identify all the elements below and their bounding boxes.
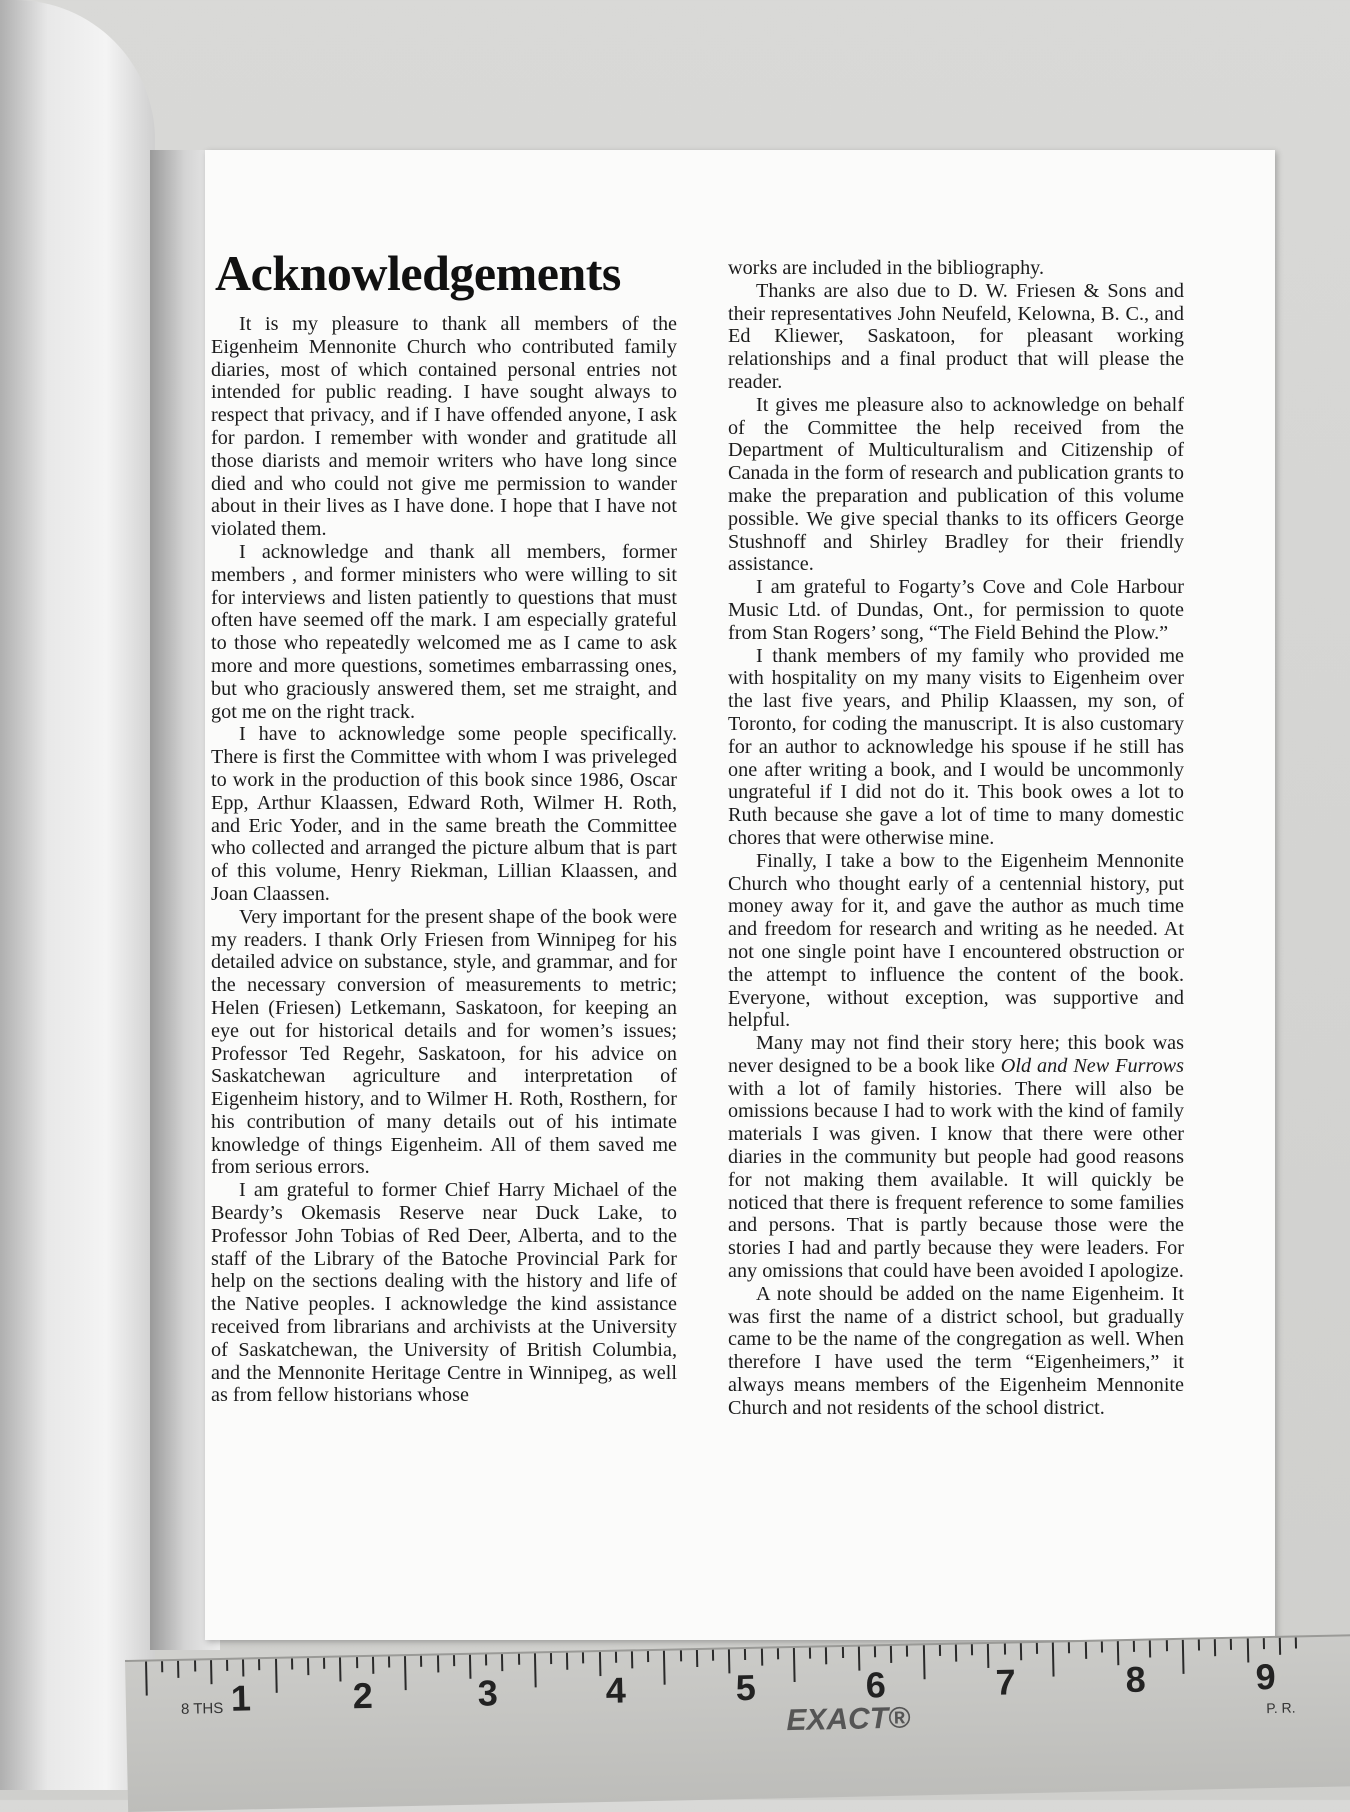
- ruler-tick: [485, 1654, 487, 1665]
- ruler-tick: [793, 1648, 796, 1682]
- paragraph: It gives me pleasure also to acknowledge on behalf of the Committee the help received from the Department of Multiculturalism and Citizenship of Canada in the form of research and publication grants to make the preparation and publication of this volume possible. We give special thanks to its officers George Stushnoff and Shirley Bradley for their friendly assistance.: [728, 393, 1184, 576]
- ruler-tick: [987, 1644, 990, 1668]
- paragraph: It is my pleasure to thank all members of the Eigenheim Mennonite Church who contributed family diaries, most of which contained personal entries not intended for public reading. I have sought always to respect that privacy, and if I have offended anyone, I ask for pardon. I remember with wonder and gratitude all those diarists and memoir writers who have long since died and who could not give me permission to wander about in their lives as I have done. I hope that I have not violated them.: [211, 313, 677, 541]
- paragraph: Finally, I take a bow to the Eigenheim Mennonite Church who thought early of a centennial history, put money away for it, and gave the author as much time and freedom for research and writing as he needed. At not one single point have I encountered obstruction or the attempt to influence the content of the book. Everyone, without exception, was supportive and helpful.: [728, 849, 1184, 1032]
- ruler-tick: [922, 1645, 925, 1679]
- ruler-tick: [518, 1654, 520, 1665]
- ruler-tick: [1263, 1638, 1265, 1649]
- ruler-number: 3: [477, 1672, 499, 1714]
- ruler-number: 8: [1125, 1658, 1147, 1701]
- ruler-tick: [453, 1655, 455, 1666]
- ruler-tick: [1198, 1639, 1200, 1650]
- ruler-tick: [210, 1660, 213, 1684]
- ruler-tick: [1214, 1639, 1216, 1656]
- ruler-tick: [388, 1656, 390, 1667]
- ruler-tick: [242, 1660, 244, 1677]
- ruler-tick: [890, 1646, 892, 1663]
- paragraph: A note should be added on the name Eigenheim. It was first the name of a district school, but gradually came to be the name of the congregation as well. When therefore I have used the term “Eigenheimers,” it always means members of the Eigenheim Mennonite Church and not residents of the school district.: [728, 1282, 1184, 1419]
- ruler-tick: [307, 1658, 309, 1675]
- ruler-tick: [906, 1646, 908, 1657]
- ruler-number: 1: [230, 1677, 252, 1719]
- ruler-tick: [1117, 1641, 1120, 1665]
- ruler-tick: [696, 1650, 698, 1667]
- ruler-tick: [404, 1656, 407, 1690]
- ruler-tick: [939, 1645, 941, 1656]
- text-run: with a lot of family histories. There will also be omissions because I had to work with the kind of family materials I was given. I know that there were other diaries in the community but people had good reasons for not making them available. It will quickly be noticed that there is frequent reference to some families and persons. That is partly because those were the stories I had and partly because they were leaders. For any omissions that could have been avoided I apologize.: [728, 1077, 1184, 1283]
- paragraph-with-italic: [728, 1032, 1184, 1283]
- ruler-number: 6: [865, 1664, 887, 1706]
- ruler-tick: [1020, 1643, 1022, 1660]
- measuring-ruler: [125, 1634, 1350, 1812]
- ruler-tick: [841, 1647, 843, 1658]
- ruler-tick: [437, 1655, 439, 1672]
- ruler-tick: [469, 1655, 472, 1679]
- ruler-tick: [809, 1648, 811, 1659]
- ruler-tick: [275, 1659, 278, 1693]
- ruler-tick: [1036, 1643, 1038, 1654]
- ruler-tick: [1068, 1642, 1070, 1653]
- ruler-tick: [420, 1656, 422, 1667]
- paragraph: Thanks are also due to D. W. Friesen & Sons and their representatives John Neufeld, Kelowna, B. C., and Ed Kliewer, Saskatoon, for pleasant working relationships and a final product that will please the reader.: [728, 279, 1184, 393]
- ruler-tick: [226, 1660, 228, 1671]
- ruler-tick: [501, 1654, 503, 1671]
- paragraph: I have to acknowledge some people specifically. There is first the Committee with whom I was priveleged to work in the production of this book since 1986, Oscar Epp, Arthur Klaassen, Edward Roth, Wilmer H. Roth, and Eric Yoder, and in the same breath the Committee who collected and arranged the picture album that is part of this volume, Henry Riekman, Lillian Klaassen, and Joan Claassen.: [211, 723, 677, 905]
- ruler-label-right: P. R.: [1266, 1699, 1296, 1717]
- ruler-tick: [1295, 1637, 1297, 1648]
- right-column: [728, 257, 1184, 1420]
- adjacent-page-curl: [0, 0, 155, 1790]
- ruler-tick: [1230, 1639, 1232, 1650]
- ruler-tick: [1003, 1644, 1005, 1655]
- paragraph: I am grateful to Fogarty’s Cove and Cole Harbour Music Ltd. of Dundas, Ont., for permission to quote from Stan Rogers’ song, “The Field Behind the Plow.”: [728, 576, 1184, 644]
- ruler-tick: [825, 1647, 827, 1664]
- ruler-tick: [615, 1652, 617, 1663]
- ruler-tick: [631, 1651, 633, 1668]
- paragraph: I thank members of my family who provided me with hospitality on my many visits to Eigenheim over the last five years, and Philip Klaassen, my son, of Toronto, for coding the manuscript. It is also customary for an author to acknowledge his spouse if he still has one after writing a book, and I would be uncommonly ungrateful if I did not do it. This book owes a lot to Ruth because she gave a lot of time to many domestic chores that were otherwise mine.: [728, 644, 1184, 849]
- ruler-tick: [566, 1653, 568, 1670]
- paragraph: I acknowledge and thank all members, former members , and former ministers who were willing to sit for interviews and listen patiently to questions that must often have seemed off the mark. I am especially grateful to those who repeatedly welcomed me as I came to ask more and more questions, sometimes embarrassing ones, but who graciously answered them, set me straight, and got me on the right track.: [211, 540, 677, 723]
- ruler-tick: [534, 1653, 537, 1687]
- ruler-tick: [955, 1645, 957, 1662]
- ruler-tick: [599, 1652, 602, 1676]
- ruler-tick: [291, 1658, 293, 1669]
- ruler-tick: [858, 1647, 861, 1671]
- ruler-tick: [744, 1649, 746, 1660]
- ruler-tick: [194, 1661, 196, 1672]
- ruler-brand: EXACT®: [786, 1701, 911, 1738]
- ruler-tick: [1279, 1638, 1281, 1655]
- ruler-tick: [582, 1652, 584, 1663]
- ruler-number: 5: [735, 1666, 757, 1709]
- ruler-tick: [680, 1650, 682, 1661]
- ruler-tick: [1084, 1642, 1086, 1659]
- left-column: [211, 245, 677, 1407]
- ruler-tick: [777, 1648, 779, 1659]
- ruler-tick: [372, 1657, 374, 1674]
- ruler-tick: [1246, 1638, 1249, 1662]
- ruler-tick: [647, 1651, 649, 1662]
- text-run: Many may not find their story here; this book was never designed to be a book like: [728, 1032, 1184, 1077]
- ruler-tick: [1149, 1641, 1151, 1658]
- ruler-tick: [339, 1657, 342, 1681]
- ruler-number: 4: [605, 1669, 627, 1711]
- ruler-tick: [728, 1649, 731, 1673]
- ruler-tick: [874, 1646, 876, 1657]
- ruler-tick: [550, 1653, 552, 1664]
- paragraph: I am grateful to former Chief Harry Michael of the Beardy’s Okemasis Reserve near Duck Lake, to Professor John Tobias of Red Deer, Alberta, and to the staff of the Library of the Batoche Provincial Park for help on the sections dealing with the history and life of the Native peoples. I acknowledge the kind assistance received from librarians and archivists at the University of Saskatchewan, the University of British Columbia, and the Mennonite Heritage Centre in Winnipeg, as well as from fellow historians whose: [211, 1179, 677, 1407]
- ruler-tick: [1165, 1640, 1167, 1651]
- paragraph-continued: works are included in the bibliography.: [728, 257, 1045, 279]
- ruler-tick: [971, 1644, 973, 1655]
- ruler-tick: [258, 1659, 260, 1670]
- ruler-tick: [161, 1661, 163, 1672]
- ruler-tick: [760, 1649, 762, 1666]
- ruler-number: 2: [352, 1674, 374, 1717]
- ruler-tick: [1133, 1641, 1135, 1652]
- ruler-tick: [1101, 1642, 1103, 1653]
- ruler-tick: [712, 1650, 714, 1661]
- ruler-tick: [323, 1658, 325, 1669]
- ruler-tick: [177, 1661, 179, 1678]
- ruler-tick: [356, 1657, 358, 1668]
- ruler-tick: [1182, 1640, 1185, 1674]
- ruler-label-left: 8 THS: [180, 1699, 224, 1718]
- book-title-italic: Old and New Furrows: [1000, 1054, 1184, 1077]
- ruler-tick: [145, 1662, 148, 1696]
- ruler-number: 7: [995, 1661, 1017, 1703]
- page-title: Acknowledgements: [215, 245, 621, 301]
- ruler-tick: [1052, 1643, 1055, 1677]
- ruler-number: 9: [1255, 1655, 1277, 1698]
- paragraph: Very important for the present shape of the book were my readers. I thank Orly Friesen from Winnipeg for his detailed advice on substance, style, and grammar, and for the necessary conversion of measurements to metric; Helen (Friesen) Letkemann, Saskatoon, for keeping an eye out for historical details and for women’s issues; Professor Ted Regehr, Saskatoon, for his advice on Saskatchewan agriculture and interpretation of Eigenheim history, and to Wilmer H. Roth, Rosthern, for his contribution of many details out of his intimate knowledge of things Eigenheim. All of them saved me from serious errors.: [211, 905, 677, 1179]
- book-page: [205, 150, 1275, 1640]
- ruler-tick: [663, 1651, 666, 1685]
